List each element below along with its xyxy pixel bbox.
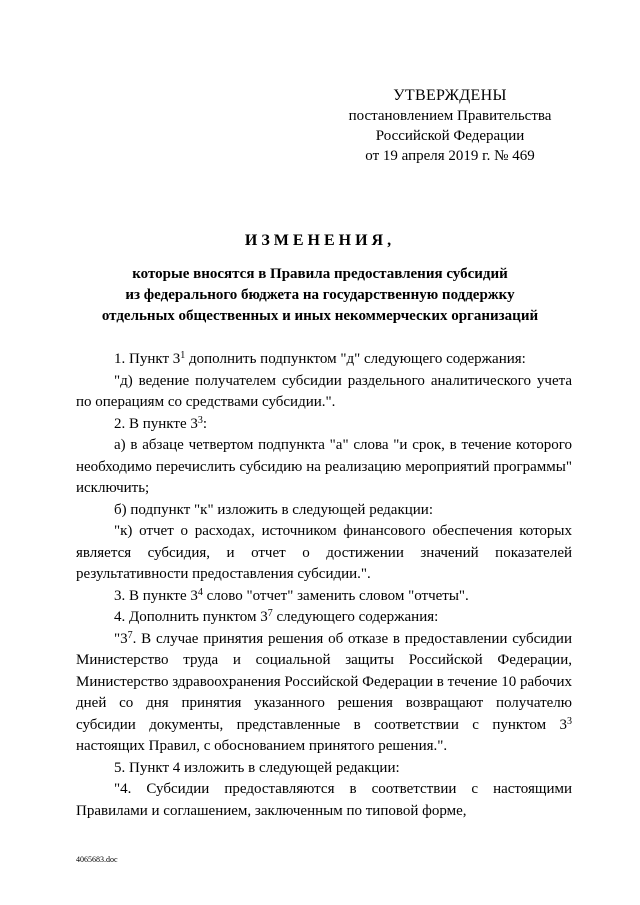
text: :: [202, 415, 208, 432]
document-subtitle: [0, 264, 640, 327]
approval-line-decree: постановлением Правительства: [348, 108, 552, 124]
superscript: 1: [180, 350, 186, 361]
paragraph: "к) отчет о расходах, источником финансового обеспечения которых является субсидия, и отчет о достижении значений показателей результативности предоставления субсидии.".: [76, 523, 572, 582]
superscript: 3: [567, 715, 572, 727]
subtitle-line: которые вносятся в Правила предоставления субсидий: [132, 266, 508, 282]
subtitle-line: отдельных общественных и иных некоммерческих организаций: [101, 308, 539, 324]
text: . В случае принятия решения об отказе в предоставлении субсидии Министерство труда и социальной защиты Российской Федерации, Министерство здравоохранения Российской Федерации в течение 10 рабочих дней со дня принятия указанного решения возвращают получателю субсидии документы, представленные в соответствии с пунктом 3: [76, 630, 572, 733]
paragraph: [76, 414, 572, 436]
text: 3. В пункте 3: [114, 587, 198, 604]
superscript: 7: [267, 608, 273, 619]
text: "3: [114, 630, 128, 647]
superscript: 4: [197, 586, 203, 598]
paragraph: б) подпункт "к" изложить в следующей редакции:: [114, 501, 433, 518]
paragraph: "д) ведение получателем субсидии раздельного аналитического учета по операциям со средствами субсидии.".: [76, 372, 572, 410]
text: настоящих Правил, с обоснованием принятого решения.".: [76, 738, 448, 754]
text: 4. Дополнить пунктом 3: [114, 609, 268, 625]
approval-block: [330, 86, 570, 166]
approval-title: УТВЕРЖДЕНЫ: [393, 87, 507, 104]
paragraph: [76, 349, 572, 371]
subtitle-line: из федерального бюджета на государственную поддержку: [125, 287, 515, 303]
approval-line-date: от 19 апреля 2019 г. № 469: [365, 148, 535, 164]
superscript: 3: [197, 414, 203, 426]
text: 2. В пункте 3: [114, 415, 198, 432]
approval-line-country: Российской Федерации: [375, 128, 525, 144]
paragraph: [76, 607, 572, 629]
text: 1. Пункт 3: [114, 351, 181, 367]
document-file-id: 4065683.doc: [76, 855, 118, 864]
paragraph: а) в абзаце четвертом подпункта "а" слова "и срок, в течение которого необходимо перечислить субсидию на реализацию мероприятий программы" исключить;: [76, 437, 572, 496]
paragraph: [76, 629, 572, 758]
superscript: 7: [127, 629, 133, 641]
text: следующего содержания:: [272, 609, 439, 625]
document-title: ИЗМЕНЕНИЯ,: [244, 232, 396, 249]
document-heading: [0, 232, 640, 327]
text: дополнить подпунктом "д" следующего содержания:: [185, 351, 526, 367]
paragraph: "4. Субсидии предоставляются в соответствии с настоящими Правилами и соглашением, заключенным по типовой форме,: [76, 781, 572, 819]
document-body: [76, 349, 572, 822]
paragraph: [76, 586, 572, 608]
paragraph: 5. Пункт 4 изложить в следующей редакции:: [114, 759, 400, 776]
text: слово "отчет" заменить словом "отчеты".: [202, 587, 469, 604]
